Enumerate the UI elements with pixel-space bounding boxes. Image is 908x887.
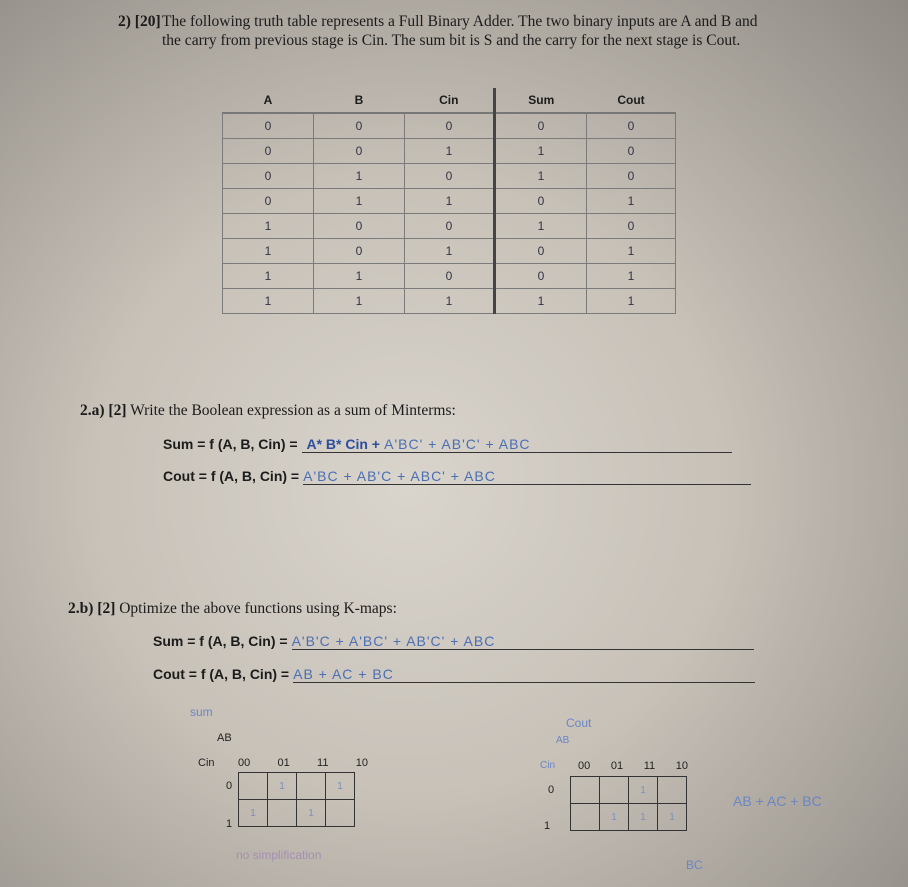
- cell-a: 0: [223, 189, 314, 214]
- part-b-sum-answer: A'B'C + A'BC' + AB'C' + ABC: [292, 633, 754, 650]
- cell-b: 1: [314, 289, 405, 314]
- cell-a: 0: [223, 139, 314, 164]
- kmap-sum-cell: [297, 773, 326, 800]
- cell-a: 1: [223, 239, 314, 264]
- kmap-cout-title: Cout: [566, 716, 592, 730]
- cell-cin: 1: [405, 289, 495, 314]
- part-b-sum-label: Sum = f (A, B, Cin) =: [153, 633, 288, 649]
- kmap-sum-col-10: 10: [355, 757, 368, 769]
- kmap-cout-row-1: 1: [544, 820, 551, 832]
- kmap-cout-col-headers: [578, 760, 688, 772]
- kmap-cout-row-0: 0: [548, 784, 555, 796]
- cell-cin: 0: [405, 164, 495, 189]
- truth-table-row: [223, 113, 676, 139]
- part-a-cout-label: Cout = f (A, B, Cin) =: [163, 468, 300, 484]
- part-b-sum-line: [153, 633, 754, 651]
- kmap-cout-result: AB + AC + BC: [733, 793, 822, 809]
- header-cin: Cin: [405, 88, 495, 113]
- cell-cout: 1: [587, 189, 676, 214]
- kmap-sum-cell: [326, 800, 355, 827]
- part-a-cout-line: [163, 468, 751, 486]
- kmap-cout-col-00: 00: [578, 760, 591, 772]
- part-a-number: 2.a) [2]: [80, 402, 127, 419]
- cell-cout: 1: [587, 239, 676, 264]
- kmap-sum-row-0: 0: [226, 780, 233, 792]
- cell-cout: 1: [587, 289, 676, 314]
- kmap-cout-cell: 1: [658, 804, 687, 831]
- part-b-cout-line: [153, 666, 755, 684]
- cell-b: 1: [314, 189, 405, 214]
- kmap-cout-col-01: 01: [610, 760, 624, 772]
- cell-b: 1: [314, 264, 405, 289]
- cell-cin: 1: [405, 239, 495, 264]
- cell-b: 1: [314, 164, 405, 189]
- kmap-cout-grid: [570, 776, 687, 831]
- cell-sum: 1: [495, 139, 587, 164]
- kmap-sum-cell: 1: [239, 800, 268, 827]
- cell-sum: 0: [495, 113, 587, 139]
- kmap-sum-note: no simplification: [236, 848, 322, 862]
- cell-b: 0: [314, 113, 405, 139]
- header-cout: Cout: [587, 88, 676, 113]
- truth-table-row: [223, 289, 676, 314]
- kmap-cout-cell: 1: [600, 804, 629, 831]
- question-line-1: The following truth table represents a Full Binary Adder. The two binary inputs are A and B and: [162, 13, 758, 30]
- cell-cin: 1: [405, 139, 495, 164]
- cell-cout: 0: [587, 113, 676, 139]
- cell-b: 0: [314, 239, 405, 264]
- part-a-cout-answer: A'BC + AB'C + ABC' + ABC: [303, 468, 751, 485]
- cell-cout: 0: [587, 139, 676, 164]
- part-b-heading: [68, 600, 397, 618]
- kmap-cout-note: BC: [686, 858, 703, 872]
- header-b: B: [314, 88, 405, 113]
- kmap-sum-cell: 1: [297, 800, 326, 827]
- header-a: A: [223, 88, 314, 113]
- cell-b: 0: [314, 139, 405, 164]
- kmap-sum-col-11: 11: [317, 757, 329, 769]
- kmap-sum-row-1: 1: [226, 818, 233, 830]
- cell-cout: 0: [587, 214, 676, 239]
- part-b-text: Optimize the above functions using K-maps:: [119, 600, 397, 617]
- cell-sum: 0: [495, 239, 587, 264]
- cell-cin: 0: [405, 264, 495, 289]
- cell-cout: 0: [587, 164, 676, 189]
- kmap-cout-cell: [571, 777, 600, 804]
- kmap-cout-cell: [600, 777, 629, 804]
- part-a-sum-line: [163, 436, 732, 454]
- part-a-sum-label: Sum = f (A, B, Cin) =: [163, 436, 298, 452]
- cell-sum: 1: [495, 164, 587, 189]
- kmap-sum-col-01: 01: [277, 757, 290, 769]
- kmap-sum-cell: [239, 773, 268, 800]
- part-b-number: 2.b) [2]: [68, 600, 116, 617]
- cell-a: 1: [223, 264, 314, 289]
- cell-a: 0: [223, 113, 314, 139]
- cell-cout: 1: [587, 264, 676, 289]
- question-line-2: the carry from previous stage is Cin. The sum bit is S and the carry for the next stage is Cout.: [162, 32, 741, 49]
- kmap-sum-col-headers: [238, 757, 368, 769]
- part-a-heading: [80, 402, 456, 420]
- header-sum: Sum: [495, 88, 587, 113]
- kmap-cout-col-var: AB: [556, 735, 570, 746]
- truth-table-row: [223, 189, 676, 214]
- part-a-sum-hand: A'BC' + AB'C' + ABC: [384, 436, 531, 452]
- cell-cin: 1: [405, 189, 495, 214]
- part-b-cout-answer: AB + AC + BC: [293, 666, 755, 683]
- part-a-sum-answer: [302, 436, 732, 453]
- cell-sum: 0: [495, 264, 587, 289]
- truth-table-row: [223, 214, 676, 239]
- kmap-sum-col-var: AB: [217, 732, 232, 744]
- kmap-sum-row-var: Cin: [198, 757, 215, 769]
- truth-table-row: [223, 264, 676, 289]
- cell-b: 0: [314, 214, 405, 239]
- kmap-sum-title: sum: [190, 705, 213, 719]
- kmap-cout-col-10: 10: [675, 760, 688, 772]
- question-number: 2) [20]: [118, 13, 161, 30]
- cell-a: 0: [223, 164, 314, 189]
- truth-table-row: [223, 139, 676, 164]
- question-text: [118, 12, 878, 50]
- cell-a: 1: [223, 289, 314, 314]
- kmap-sum-cell: 1: [326, 773, 355, 800]
- cell-a: 1: [223, 214, 314, 239]
- cell-sum: 1: [495, 289, 587, 314]
- kmap-cout-cell: 1: [629, 777, 658, 804]
- kmap-sum-col-00: 00: [238, 757, 251, 769]
- part-a-sum-typed: A* B* Cin +: [306, 436, 380, 452]
- truth-table-row: [223, 239, 676, 264]
- kmap-sum-cell: 1: [268, 773, 297, 800]
- cell-cin: 0: [405, 214, 495, 239]
- cell-cin: 0: [405, 113, 495, 139]
- truth-table-row: [223, 164, 676, 189]
- cell-sum: 0: [495, 189, 587, 214]
- kmap-cout-cell: 1: [629, 804, 658, 831]
- kmap-cout-cell: [658, 777, 687, 804]
- kmap-cout-col-11: 11: [643, 760, 656, 772]
- kmap-cout-row-var: Cin: [540, 760, 556, 771]
- kmap-sum-cell: [268, 800, 297, 827]
- part-a-text: Write the Boolean expression as a sum of Minterms:: [130, 402, 456, 419]
- kmap-sum-grid: [238, 772, 355, 827]
- cell-sum: 1: [495, 214, 587, 239]
- truth-table-header: [223, 88, 676, 113]
- part-b-cout-label: Cout = f (A, B, Cin) =: [153, 666, 290, 682]
- kmap-cout-cell: [571, 804, 600, 831]
- truth-table: [222, 88, 676, 314]
